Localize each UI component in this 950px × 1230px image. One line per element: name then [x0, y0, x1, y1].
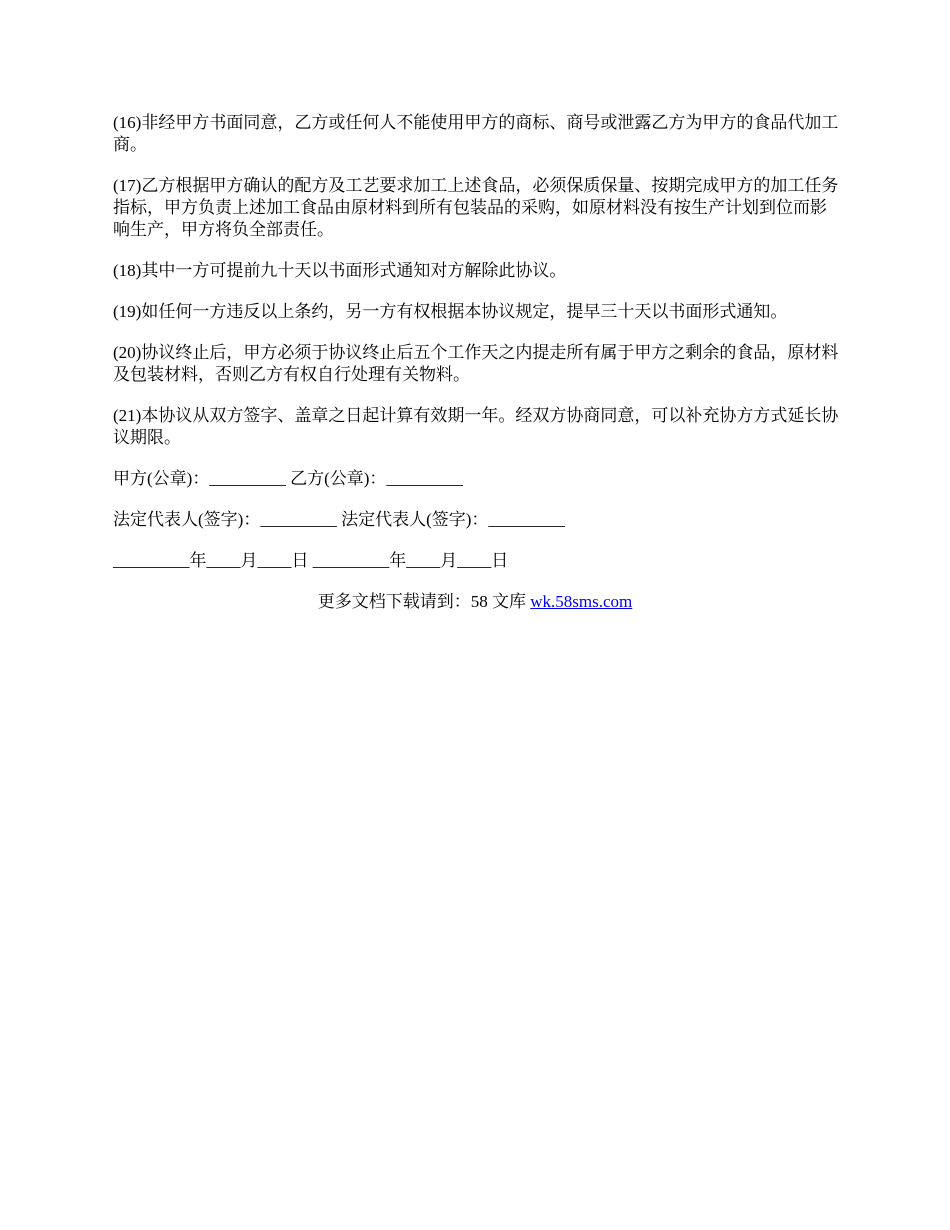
- document-body: [113, 112, 843, 591]
- clause-16: (16)非经甲方书面同意，乙方或任何人不能使用甲方的商标、商号或泄露乙方为甲方的食品代加工商。: [113, 113, 839, 154]
- clause-18: (18)其中一方可提前九十天以书面形式通知对方解除此协议。: [113, 261, 567, 280]
- footer-link[interactable]: wk.58sms.com: [530, 592, 633, 611]
- clause-17: (17)乙方根据甲方确认的配方及工艺要求加工上述食品，必须保质保量、按期完成甲方的加工任务指标，甲方负责上述加工食品由原材料到所有包装品的采购，如原材料没有按生产计划到位而影响生产，甲方将负全部责任。: [113, 176, 839, 239]
- date-line: _________年____月____日 _________年____月____日: [113, 551, 509, 570]
- footer-prefix: 更多文档下载请到：58 文库: [317, 592, 531, 611]
- clause-19: (19)如任何一方违反以上条约，另一方有权根据本协议规定，提早三十天以书面形式通知。: [113, 302, 788, 321]
- representative-line: 法定代表人(签字)：_________ 法定代表人(签字)：_________: [113, 510, 565, 529]
- download-footer: [0, 591, 950, 613]
- seal-line: 甲方(公章)：_________ 乙方(公章)：_________: [113, 469, 463, 488]
- clause-20: (20)协议终止后，甲方必须于协议终止后五个工作天之内提走所有属于甲方之剩余的食品，原材料及包装材料，否则乙方有权自行处理有关物料。: [113, 343, 839, 384]
- clause-21: (21)本协议从双方签字、盖章之日起计算有效期一年。经双方协商同意，可以补充协方方式延长协议期限。: [113, 406, 839, 447]
